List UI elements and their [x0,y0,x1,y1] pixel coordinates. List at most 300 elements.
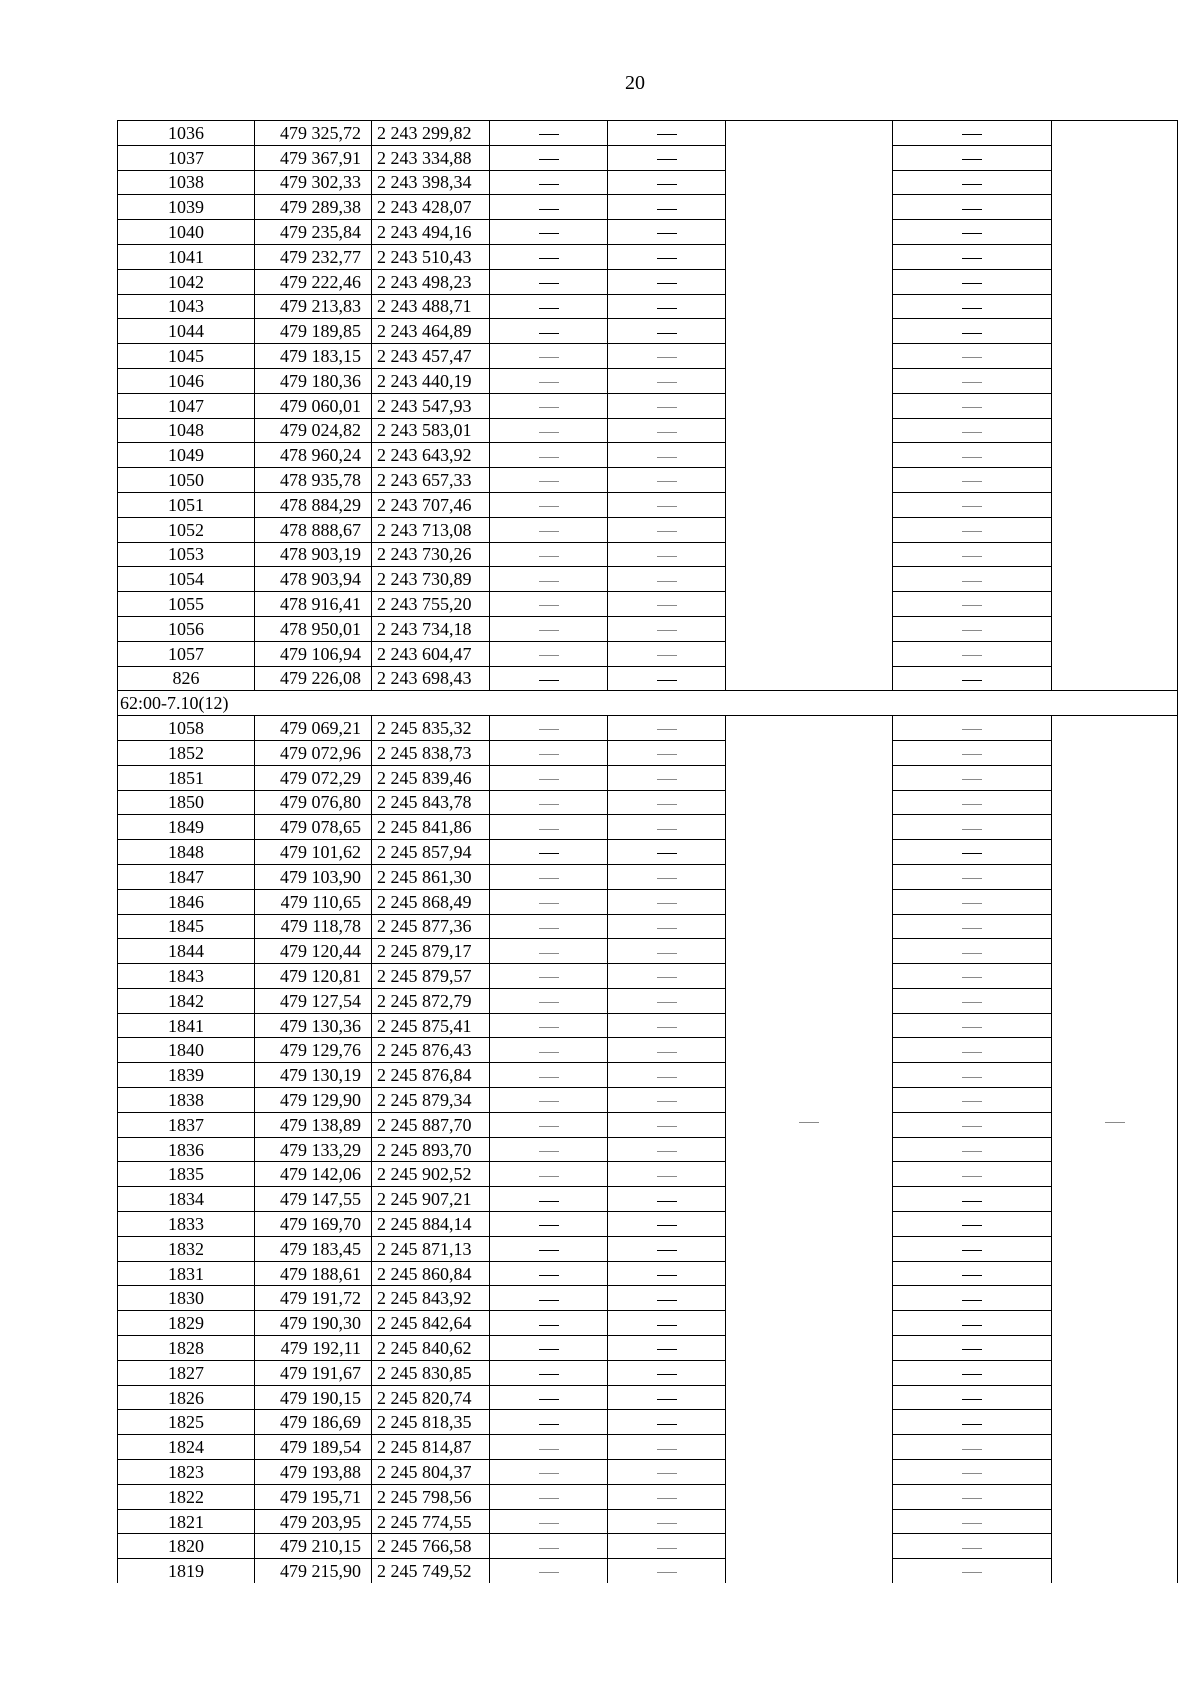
dash-cell-col4 [490,1162,608,1187]
y-coordinate-cell: 2 245 835,32 [372,716,490,741]
dash-cell-col7 [893,567,1052,592]
x-coordinate-cell: 479 118,78 [255,914,372,939]
dash-mark [539,1572,559,1573]
dash-mark [962,457,982,458]
dash-mark [962,1424,982,1425]
x-coordinate-cell: 479 193,88 [255,1460,372,1485]
dash-cell-col7 [893,666,1052,691]
dash-mark [1105,1122,1125,1123]
x-coordinate-cell: 479 078,65 [255,815,372,840]
dash-mark [962,258,982,259]
dash-cell-col5 [608,517,726,542]
table-row [118,517,1178,542]
y-coordinate-cell: 2 243 730,89 [372,567,490,592]
y-coordinate-cell: 2 243 547,93 [372,393,490,418]
point-number-cell: 1849 [118,815,255,840]
point-number-cell: 1037 [118,145,255,170]
x-coordinate-cell: 478 903,94 [255,567,372,592]
dash-cell-col5 [608,1559,726,1583]
dash-cell-col5 [608,269,726,294]
table-row [118,567,1178,592]
table-row [118,468,1178,493]
dash-cell-col7 [893,393,1052,418]
dash-mark [657,209,677,210]
dash-cell-col4 [490,641,608,666]
page-number: 20 [625,72,645,94]
dash-mark [539,1449,559,1450]
dash-cell-col7 [893,1559,1052,1583]
dash-mark [657,1548,677,1549]
dash-cell-col5 [608,1212,726,1237]
table-row [118,443,1178,468]
dash-cell-col5 [608,368,726,393]
point-number-cell: 1848 [118,840,255,865]
x-coordinate-cell: 479 367,91 [255,145,372,170]
dash-mark [962,159,982,160]
dash-cell-col7 [893,1212,1052,1237]
point-number-cell: 1043 [118,294,255,319]
point-number-cell: 1839 [118,1063,255,1088]
dash-mark [962,1374,982,1375]
point-number-cell: 1831 [118,1261,255,1286]
x-coordinate-cell: 479 060,01 [255,393,372,418]
dash-mark [962,754,982,755]
x-coordinate-cell: 479 147,55 [255,1187,372,1212]
x-coordinate-cell: 478 916,41 [255,592,372,617]
point-number-cell: 1830 [118,1286,255,1311]
y-coordinate-cell: 2 245 766,58 [372,1534,490,1559]
dash-cell-col4 [490,344,608,369]
dash-cell-col5 [608,1360,726,1385]
merged-cell-col8 [1052,716,1178,1583]
dash-cell-col4 [490,269,608,294]
dash-cell-col7 [893,1261,1052,1286]
table-row [118,1112,1178,1137]
table-row [118,294,1178,319]
dash-cell-col7 [893,443,1052,468]
dash-mark [657,382,677,383]
dash-cell-col5 [608,1286,726,1311]
dash-mark [539,754,559,755]
dash-cell-col4 [490,368,608,393]
y-coordinate-cell: 2 245 843,92 [372,1286,490,1311]
dash-cell-col7 [893,914,1052,939]
dash-mark [657,1374,677,1375]
dash-cell-col5 [608,468,726,493]
dash-cell-col5 [608,1261,726,1286]
dash-mark [657,878,677,879]
x-coordinate-cell: 479 138,89 [255,1112,372,1137]
dash-mark [539,1523,559,1524]
x-coordinate-cell: 479 186,69 [255,1410,372,1435]
table-row [118,1013,1178,1038]
dash-mark [539,506,559,507]
x-coordinate-cell: 479 203,95 [255,1509,372,1534]
dash-mark [539,1151,559,1152]
dash-mark [657,605,677,606]
point-number-cell: 1847 [118,864,255,889]
point-number-cell: 1038 [118,170,255,195]
dash-mark [962,853,982,854]
section-label: 62:00-7.10(12) [118,691,1178,716]
dash-mark [539,928,559,929]
dash-mark [657,581,677,582]
point-number-cell: 1045 [118,344,255,369]
point-number-cell: 1838 [118,1088,255,1113]
y-coordinate-cell: 2 245 887,70 [372,1112,490,1137]
point-number-cell: 1836 [118,1137,255,1162]
dash-cell-col7 [893,1013,1052,1038]
dash-mark [539,308,559,309]
dash-mark [657,407,677,408]
x-coordinate-cell: 479 133,29 [255,1137,372,1162]
dash-cell-col5 [608,1088,726,1113]
dash-cell-col4 [490,592,608,617]
dash-cell-col7 [893,1509,1052,1534]
x-coordinate-cell: 478 935,78 [255,468,372,493]
point-number-cell: 1051 [118,492,255,517]
dash-cell-col4 [490,1534,608,1559]
dash-cell-col4 [490,840,608,865]
x-coordinate-cell: 478 960,24 [255,443,372,468]
dash-cell-col4 [490,492,608,517]
dash-mark [539,209,559,210]
y-coordinate-cell: 2 245 876,84 [372,1063,490,1088]
table-row [118,244,1178,269]
dash-mark [962,308,982,309]
dash-cell-col5 [608,765,726,790]
dash-mark [657,308,677,309]
point-number-cell: 1048 [118,418,255,443]
dash-cell-col7 [893,1360,1052,1385]
dash-mark [539,1498,559,1499]
y-coordinate-cell: 2 243 643,92 [372,443,490,468]
dash-mark [962,903,982,904]
dash-mark [962,506,982,507]
dash-cell-col7 [893,1112,1052,1137]
dash-cell-col7 [893,220,1052,245]
point-number-cell: 1823 [118,1460,255,1485]
point-number-cell: 1047 [118,393,255,418]
dash-cell-col7 [893,1162,1052,1187]
x-coordinate-cell: 479 101,62 [255,840,372,865]
point-number-cell: 1829 [118,1311,255,1336]
dash-mark [539,159,559,160]
dash-cell-col7 [893,616,1052,641]
dash-mark [962,531,982,532]
y-coordinate-cell: 2 243 510,43 [372,244,490,269]
dash-mark [962,1225,982,1226]
dash-cell-col4 [490,616,608,641]
point-number-cell: 1828 [118,1336,255,1361]
dash-mark [539,1052,559,1053]
dash-mark [657,457,677,458]
dash-mark [539,1473,559,1474]
merged-cell-col8 [1052,121,1178,691]
point-number-cell: 1841 [118,1013,255,1038]
point-number-cell: 1843 [118,964,255,989]
point-number-cell: 1820 [118,1534,255,1559]
dash-cell-col4 [490,1013,608,1038]
section-row [118,691,1178,716]
dash-mark [539,357,559,358]
y-coordinate-cell: 2 243 698,43 [372,666,490,691]
dash-cell-col7 [893,1534,1052,1559]
dash-cell-col7 [893,840,1052,865]
dash-cell-col7 [893,592,1052,617]
dash-mark [962,655,982,656]
dash-mark [539,581,559,582]
dash-mark [962,1449,982,1450]
dash-mark [657,853,677,854]
dash-mark [962,928,982,929]
dash-cell-col7 [893,815,1052,840]
point-number-cell: 1055 [118,592,255,617]
x-coordinate-cell: 479 130,36 [255,1013,372,1038]
y-coordinate-cell: 2 243 428,07 [372,195,490,220]
dash-mark [657,1126,677,1127]
table-row [118,1236,1178,1261]
dash-cell-col7 [893,1410,1052,1435]
dash-cell-col4 [490,1385,608,1410]
dash-cell-col4 [490,1038,608,1063]
x-coordinate-cell: 479 188,61 [255,1261,372,1286]
x-coordinate-cell: 479 120,81 [255,964,372,989]
point-number-cell: 1822 [118,1484,255,1509]
x-coordinate-cell: 478 884,29 [255,492,372,517]
table-row [118,1435,1178,1460]
dash-cell-col7 [893,418,1052,443]
dash-cell-col5 [608,1236,726,1261]
merged-cell-col6 [726,716,893,1583]
dash-cell-col5 [608,939,726,964]
y-coordinate-cell: 2 245 879,17 [372,939,490,964]
dash-cell-col5 [608,616,726,641]
x-coordinate-cell: 479 213,83 [255,294,372,319]
dash-cell-col5 [608,1336,726,1361]
dash-mark [539,853,559,854]
dash-cell-col4 [490,1410,608,1435]
table-row [118,195,1178,220]
x-coordinate-cell: 479 191,72 [255,1286,372,1311]
y-coordinate-cell: 2 243 657,33 [372,468,490,493]
dash-cell-col5 [608,542,726,567]
table-row [118,1336,1178,1361]
dash-mark [539,878,559,879]
dash-cell-col7 [893,1063,1052,1088]
table-row [118,964,1178,989]
dash-cell-col7 [893,740,1052,765]
y-coordinate-cell: 2 243 488,71 [372,294,490,319]
dash-mark [539,1101,559,1102]
dash-mark [657,556,677,557]
y-coordinate-cell: 2 245 902,52 [372,1162,490,1187]
dash-cell-col4 [490,716,608,741]
table-row [118,1410,1178,1435]
x-coordinate-cell: 479 169,70 [255,1212,372,1237]
dash-cell-col7 [893,468,1052,493]
y-coordinate-cell: 2 245 907,21 [372,1187,490,1212]
y-coordinate-cell: 2 243 583,01 [372,418,490,443]
point-number-cell: 1846 [118,889,255,914]
dash-mark [657,1275,677,1276]
table-row [118,220,1178,245]
point-number-cell: 1834 [118,1187,255,1212]
dash-mark [657,1077,677,1078]
dash-mark [657,928,677,929]
dash-mark [962,1201,982,1202]
dash-mark [539,1349,559,1350]
dash-cell-col7 [893,1484,1052,1509]
dash-mark [657,283,677,284]
y-coordinate-cell: 2 245 868,49 [372,889,490,914]
point-number-cell: 1040 [118,220,255,245]
x-coordinate-cell: 479 069,21 [255,716,372,741]
y-coordinate-cell: 2 245 838,73 [372,740,490,765]
dash-mark [657,953,677,954]
dash-cell-col7 [893,1187,1052,1212]
x-coordinate-cell: 479 190,30 [255,1311,372,1336]
dash-cell-col5 [608,393,726,418]
table-row [118,716,1178,741]
coordinates-table-body [118,121,1178,1584]
y-coordinate-cell: 2 243 464,89 [372,319,490,344]
table-row [118,740,1178,765]
table-row [118,1385,1178,1410]
x-coordinate-cell: 478 888,67 [255,517,372,542]
dash-mark [657,1176,677,1177]
table-row [118,269,1178,294]
dash-cell-col7 [893,294,1052,319]
x-coordinate-cell: 479 103,90 [255,864,372,889]
dash-mark [962,953,982,954]
dash-mark [962,1399,982,1400]
dash-mark [962,1300,982,1301]
dash-mark [539,1548,559,1549]
x-coordinate-cell: 479 072,96 [255,740,372,765]
dash-mark [539,1225,559,1226]
y-coordinate-cell: 2 243 334,88 [372,145,490,170]
dash-mark [539,829,559,830]
dash-mark [539,903,559,904]
y-coordinate-cell: 2 245 830,85 [372,1360,490,1385]
x-coordinate-cell: 479 142,06 [255,1162,372,1187]
dash-mark [657,1449,677,1450]
dash-mark [962,829,982,830]
y-coordinate-cell: 2 243 440,19 [372,368,490,393]
y-coordinate-cell: 2 245 820,74 [372,1385,490,1410]
point-number-cell: 1044 [118,319,255,344]
dash-mark [539,134,559,135]
dash-cell-col4 [490,1063,608,1088]
point-number-cell: 1827 [118,1360,255,1385]
dash-mark [657,829,677,830]
dash-mark [962,878,982,879]
y-coordinate-cell: 2 243 494,16 [372,220,490,245]
table-row [118,939,1178,964]
x-coordinate-cell: 479 130,19 [255,1063,372,1088]
dash-cell-col5 [608,1534,726,1559]
dash-cell-col7 [893,1137,1052,1162]
dash-cell-col4 [490,1261,608,1286]
dash-mark [962,1572,982,1573]
point-number-cell: 1053 [118,542,255,567]
dash-cell-col4 [490,418,608,443]
table-row [118,1063,1178,1088]
x-coordinate-cell: 479 232,77 [255,244,372,269]
dash-cell-col4 [490,765,608,790]
dash-mark [657,729,677,730]
dash-cell-col5 [608,988,726,1013]
x-coordinate-cell: 479 289,38 [255,195,372,220]
y-coordinate-cell: 2 245 843,78 [372,790,490,815]
point-number-cell: 1852 [118,740,255,765]
point-number-cell: 1049 [118,443,255,468]
dash-mark [962,556,982,557]
dash-cell-col4 [490,1559,608,1583]
dash-cell-col5 [608,170,726,195]
dash-mark [657,258,677,259]
dash-cell-col7 [893,121,1052,146]
y-coordinate-cell: 2 243 299,82 [372,121,490,146]
dash-mark [657,1250,677,1251]
dash-mark [962,432,982,433]
dash-mark [962,630,982,631]
dash-cell-col4 [490,1236,608,1261]
dash-cell-col4 [490,1509,608,1534]
dash-mark [539,1126,559,1127]
dash-cell-col5 [608,1385,726,1410]
dash-mark [657,357,677,358]
table-row [118,790,1178,815]
dash-cell-col7 [893,1460,1052,1485]
dash-cell-col5 [608,1311,726,1336]
dash-cell-col7 [893,1336,1052,1361]
dash-cell-col5 [608,1137,726,1162]
point-number-cell: 1058 [118,716,255,741]
dash-cell-col7 [893,864,1052,889]
dash-mark [657,184,677,185]
dash-mark [657,134,677,135]
dash-mark [962,481,982,482]
point-number-cell: 1850 [118,790,255,815]
dash-mark [539,407,559,408]
table-row [118,1212,1178,1237]
dash-cell-col5 [608,1187,726,1212]
dash-mark [657,1002,677,1003]
dash-cell-col5 [608,145,726,170]
dash-mark [962,1002,982,1003]
dash-mark [962,1548,982,1549]
x-coordinate-cell: 479 106,94 [255,641,372,666]
dash-cell-col4 [490,864,608,889]
x-coordinate-cell: 479 325,72 [255,121,372,146]
y-coordinate-cell: 2 245 804,37 [372,1460,490,1485]
x-coordinate-cell: 479 180,36 [255,368,372,393]
point-number-cell: 1046 [118,368,255,393]
dash-cell-col5 [608,1112,726,1137]
y-coordinate-cell: 2 245 860,84 [372,1261,490,1286]
dash-mark [539,680,559,681]
dash-cell-col5 [608,1509,726,1534]
dash-cell-col4 [490,244,608,269]
dash-mark [962,1498,982,1499]
x-coordinate-cell: 479 072,29 [255,765,372,790]
dash-mark [962,729,982,730]
point-number-cell: 1057 [118,641,255,666]
dash-mark [962,333,982,334]
dash-cell-col5 [608,344,726,369]
